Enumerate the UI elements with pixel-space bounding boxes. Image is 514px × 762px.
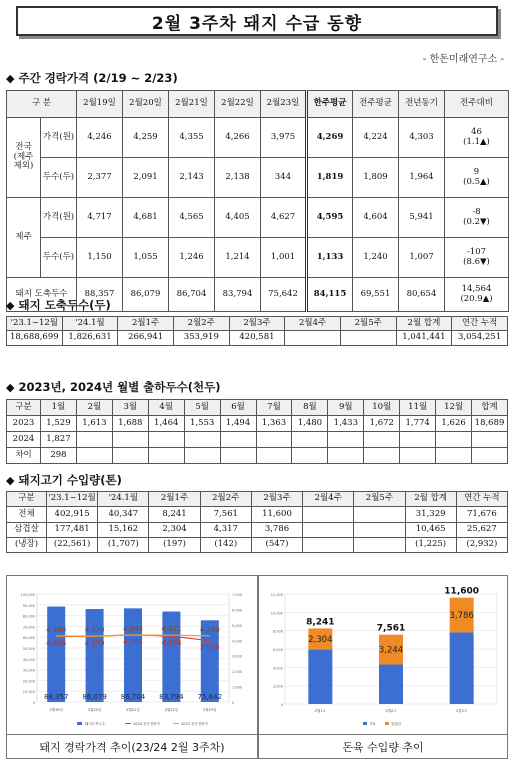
- column-header: 연간 누적: [456, 492, 507, 507]
- y-tick-label: 12,000: [270, 593, 283, 597]
- legend-label: 기타: [369, 722, 376, 726]
- cell: 4,565: [169, 198, 215, 238]
- cell: 4,717: [77, 198, 123, 238]
- cell: [292, 432, 328, 448]
- bar-segment: [450, 632, 474, 704]
- cell: [303, 507, 354, 523]
- y2-tick-label: 1,000: [232, 685, 243, 690]
- cell: 1,001: [261, 238, 307, 278]
- bar: [86, 609, 104, 702]
- cell: [148, 432, 184, 448]
- organization: - 한돈미래연구소 -: [422, 54, 504, 65]
- cell: [436, 448, 472, 464]
- import-chart-panel: [258, 575, 508, 759]
- cell: 1,827: [41, 432, 77, 448]
- column-header: 10월: [364, 400, 400, 416]
- cell: 83,794: [215, 278, 261, 312]
- cell: 1,240: [353, 238, 399, 278]
- down-triangle-icon: [480, 257, 487, 267]
- cell: 3,786: [251, 523, 302, 538]
- column-header: 9월: [328, 400, 364, 416]
- column-header: 2월: [76, 400, 112, 416]
- cell: 1,007: [399, 238, 445, 278]
- cell: 4,266: [215, 118, 261, 158]
- cell: [256, 432, 292, 448]
- cell: [285, 331, 341, 346]
- column-header: '24.1월: [98, 492, 149, 507]
- y-tick-label: 0: [32, 701, 35, 705]
- slaughter-table: [6, 316, 508, 346]
- cell: 11,600: [251, 507, 302, 523]
- x-tick-label: 2월3주: [456, 709, 468, 713]
- cell: [220, 432, 256, 448]
- section-title: 돼지고기 수입량(톤): [18, 473, 122, 487]
- cell: (22,561): [47, 538, 98, 553]
- line-data-label: 4,280: [46, 625, 67, 634]
- section-title: 주간 경락가격 (2/19 ~ 2/23): [18, 71, 178, 85]
- legend-swatch: [77, 722, 82, 725]
- cell: [364, 448, 400, 464]
- cell: 4,246: [77, 118, 123, 158]
- bar-data-label: 86,704: [120, 693, 146, 701]
- cell: 2024: [7, 432, 41, 448]
- group-jeju: 제주: [7, 198, 41, 278]
- cell: 69,551: [353, 278, 399, 312]
- cell: 삼겹살: [7, 523, 47, 538]
- cell: 84,115: [307, 278, 353, 312]
- legend-label: 2024 전국경락가: [133, 722, 160, 726]
- y-tick-label: 40,000: [22, 657, 35, 662]
- y-tick-label: 0: [280, 703, 283, 707]
- y-tick-label: 80,000: [22, 614, 35, 619]
- bar-data-label: 3,786: [449, 611, 474, 622]
- x-tick-label: 2월2주: [385, 709, 397, 713]
- cell: 1,433: [328, 416, 364, 432]
- cell: 1,964: [399, 158, 445, 198]
- cell: 4,317: [200, 523, 251, 538]
- cell: 1,626: [436, 416, 472, 432]
- cell: [328, 432, 364, 448]
- cell: 2,304: [149, 523, 200, 538]
- y2-tick-label: 4,000: [232, 639, 243, 644]
- row-label: 두수(두): [41, 238, 77, 278]
- header-compare: 전주대비: [445, 91, 509, 118]
- cell: 4,604: [353, 198, 399, 238]
- total-label: 8,241: [306, 617, 335, 628]
- cell: (냉장): [7, 538, 47, 553]
- cell: 266,941: [118, 331, 174, 346]
- cell: [400, 432, 436, 448]
- cell: 86,079: [123, 278, 169, 312]
- cell: [400, 448, 436, 464]
- cell: 10,465: [405, 523, 456, 538]
- total-label: 7,561: [376, 623, 406, 634]
- x-tick-label: 2월1주: [314, 709, 326, 713]
- header-week-avg: 한주평균: [307, 91, 353, 118]
- header-gubun: 구 분: [7, 91, 77, 118]
- cell: (1,707): [98, 538, 149, 553]
- cell: 75,642: [261, 278, 307, 312]
- cell: 1,150: [77, 238, 123, 278]
- bar-data-label: 88,357: [43, 693, 69, 701]
- cell: [472, 432, 508, 448]
- column-header: 11월: [400, 400, 436, 416]
- cell: 4,405: [215, 198, 261, 238]
- cell: 3,054,251: [452, 331, 508, 346]
- y-tick-label: 100,000: [20, 593, 35, 597]
- cell: 1,246: [169, 238, 215, 278]
- cell: (1,225): [405, 538, 456, 553]
- cell: 2,091: [123, 158, 169, 198]
- cell: 5,941: [399, 198, 445, 238]
- cell: (2,932): [456, 538, 507, 553]
- cell: [184, 448, 220, 464]
- cell: 1,688: [112, 416, 148, 432]
- header-date: 2월19일: [77, 91, 123, 118]
- legend-label: 2023 전국경락가: [181, 722, 208, 726]
- column-header: 1월: [41, 400, 77, 416]
- bar: [47, 607, 65, 702]
- section-monthly-shipment: [6, 379, 220, 395]
- legend-swatch: [363, 722, 367, 725]
- y-tick-label: 60,000: [22, 636, 35, 641]
- column-header: '23.1~12월: [47, 492, 98, 507]
- column-header: 2월5주: [354, 492, 405, 507]
- cell: 402,915: [47, 507, 98, 523]
- row-label-total: 돼지 도축두수: [7, 278, 77, 312]
- y-tick-label: 6,000: [272, 648, 283, 652]
- y-tick-label: 30,000: [22, 668, 35, 673]
- y-tick-label: 10,000: [270, 611, 283, 616]
- cell: 7,561: [200, 507, 251, 523]
- header-last-year: 전년동기: [399, 91, 445, 118]
- x-tick-label: 2월21일: [126, 708, 140, 712]
- section-import: [6, 472, 122, 488]
- column-header: 구분: [7, 492, 47, 507]
- cell: [472, 448, 508, 464]
- cell-compare: 9 (0.5 ▲ ): [445, 158, 509, 198]
- cell: 1,553: [184, 416, 220, 432]
- y2-tick-label: 3,000: [232, 654, 243, 659]
- column-header: 연간 누적: [452, 317, 508, 331]
- cell: 2,143: [169, 158, 215, 198]
- cell: 1,214: [215, 238, 261, 278]
- cell: 1,613: [76, 416, 112, 432]
- cell: (547): [251, 538, 302, 553]
- cell: [354, 538, 405, 553]
- monthly-shipment-table: [6, 399, 508, 464]
- cell: 18,689: [472, 416, 508, 432]
- column-header: 4월: [148, 400, 184, 416]
- x-tick-label: 2월19일: [49, 708, 63, 712]
- cell: 3,975: [261, 118, 307, 158]
- diamond-icon: ◆: [6, 71, 15, 85]
- cell: 1,133: [307, 238, 353, 278]
- cell: 1,363: [256, 416, 292, 432]
- column-header: 2월5주: [340, 317, 396, 331]
- cell: 4,224: [353, 118, 399, 158]
- y2-tick-label: 6,000: [232, 608, 243, 613]
- header-date: 2월23일: [261, 91, 307, 118]
- cell: 1,494: [220, 416, 256, 432]
- up-triangle-icon: [483, 294, 490, 304]
- column-header: 12월: [436, 400, 472, 416]
- cell: 71,676: [456, 507, 507, 523]
- cell: [354, 523, 405, 538]
- cell: 15,162: [98, 523, 149, 538]
- cell: 1,826,631: [62, 331, 118, 346]
- x-tick-label: 2월23일: [203, 708, 217, 712]
- column-header: 구분: [7, 400, 41, 416]
- cell: 4,259: [123, 118, 169, 158]
- cell: 298: [41, 448, 77, 464]
- column-header: 2월4주: [303, 492, 354, 507]
- title-text: 2월 3주차 돼지 수급 동향: [151, 13, 363, 34]
- import-chart: [259, 576, 507, 734]
- cell: 4,303: [399, 118, 445, 158]
- cell: 4,595: [307, 198, 353, 238]
- cell: (197): [149, 538, 200, 553]
- column-header: 5월: [184, 400, 220, 416]
- legend-label: 삼겹살: [391, 722, 402, 726]
- cell: 1,774: [400, 416, 436, 432]
- line-data-label: 3,975: [199, 643, 220, 652]
- y-tick-label: 4,000: [272, 666, 283, 671]
- cell: [256, 448, 292, 464]
- line-data-label: 4,355: [122, 637, 144, 646]
- column-header: 2월4주: [285, 317, 341, 331]
- diamond-icon: ◆: [6, 473, 15, 487]
- column-header: 2월3주: [251, 492, 302, 507]
- column-header: '23.1~12월: [7, 317, 63, 331]
- cell: 40,347: [98, 507, 149, 523]
- cell: [436, 432, 472, 448]
- column-header: 2월1주: [118, 317, 174, 331]
- cell: 1,672: [364, 416, 400, 432]
- cell: [76, 432, 112, 448]
- cell: [364, 432, 400, 448]
- total-label: 11,600: [444, 586, 480, 597]
- column-header: 2월 합계: [396, 317, 452, 331]
- cell: [340, 331, 396, 346]
- legend-swatch: [385, 722, 389, 725]
- cell-compare: 14,564 (20.9 ▲ ): [445, 278, 509, 312]
- bar-data-label: 3,244: [378, 645, 404, 656]
- price-chart-panel: [6, 575, 258, 759]
- up-triangle-icon: [480, 137, 487, 147]
- down-triangle-icon: [480, 217, 487, 227]
- weekly-price-table: [6, 90, 509, 312]
- cell: [328, 448, 364, 464]
- chart-caption: 돈육 수입량 추이: [259, 734, 507, 758]
- column-header: 2월1주: [149, 492, 200, 507]
- column-header: 합계: [472, 400, 508, 416]
- row-label: 두수(두): [41, 158, 77, 198]
- x-tick-label: 2월22일: [164, 708, 179, 712]
- line-data-label: 4,259: [84, 639, 105, 648]
- column-header: 2월3주: [229, 317, 285, 331]
- cell: 80,654: [399, 278, 445, 312]
- chart-caption: 돼지 경락가격 추이(23/24 2월 3주차): [7, 734, 257, 758]
- cell: 1,819: [307, 158, 353, 198]
- cell: 2,377: [77, 158, 123, 198]
- cell: 25,627: [456, 523, 507, 538]
- line-data-label: 4,290: [199, 625, 220, 634]
- column-header: 3월: [112, 400, 148, 416]
- cell: 420,581: [229, 331, 285, 346]
- cell: 4,355: [169, 118, 215, 158]
- header-date: 2월20일: [123, 91, 169, 118]
- line-data-label: 4,246: [46, 639, 67, 648]
- row-label: 가격(원): [41, 118, 77, 158]
- y-tick-label: 90,000: [22, 603, 35, 608]
- cell: [220, 448, 256, 464]
- bar: [124, 608, 142, 702]
- cell: [303, 523, 354, 538]
- x-tick-label: 2월20일: [87, 708, 102, 712]
- column-header: 2월2주: [173, 317, 229, 331]
- cell-compare: -8 (0.2 ▼ ): [445, 198, 509, 238]
- bar-data-label: 83,794: [159, 693, 184, 701]
- header-prev-week: 전주평균: [353, 91, 399, 118]
- cell: 전체: [7, 507, 47, 523]
- y-tick-label: 10,000: [22, 690, 35, 695]
- cell: 1,529: [41, 416, 77, 432]
- cell: 2,138: [215, 158, 261, 198]
- up-triangle-icon: [480, 177, 487, 187]
- y-tick-label: 70,000: [22, 625, 35, 630]
- cell: (142): [200, 538, 251, 553]
- y2-tick-label: 0: [232, 701, 235, 705]
- cell: [303, 538, 354, 553]
- header-date: 2월22일: [215, 91, 261, 118]
- bar-data-label: 2,304: [308, 635, 333, 646]
- section-weekly-price: [6, 70, 178, 86]
- cell: [184, 432, 220, 448]
- group-national: 전국 (제주 제외): [7, 118, 41, 198]
- y2-tick-label: 2,000: [232, 670, 243, 675]
- y-tick-label: 20,000: [22, 679, 35, 684]
- cell: [148, 448, 184, 464]
- import-table: [6, 491, 508, 553]
- bar-data-label: 75,642: [197, 693, 223, 701]
- column-header: 2월 합계: [405, 492, 456, 507]
- cell: 1,480: [292, 416, 328, 432]
- column-header: 2월2주: [200, 492, 251, 507]
- y-tick-label: 8,000: [272, 629, 283, 634]
- cell: 1,041,441: [396, 331, 452, 346]
- y-tick-label: 50,000: [22, 647, 35, 651]
- legend-label: 돼지도축두수: [85, 722, 106, 726]
- line-data-label: 4,331: [161, 625, 182, 634]
- cell: 1,055: [123, 238, 169, 278]
- cell: 18,688,699: [7, 331, 63, 346]
- y2-tick-label: 7,000: [232, 593, 243, 597]
- cell: 1,464: [148, 416, 184, 432]
- y2-tick-label: 5,000: [232, 623, 243, 628]
- cell: 4,627: [261, 198, 307, 238]
- header-date: 2월21일: [169, 91, 215, 118]
- column-header: '24.1월: [62, 317, 118, 331]
- bar-data-label: 86,079: [82, 693, 107, 701]
- cell: 8,241: [149, 507, 200, 523]
- cell: 4,269: [307, 118, 353, 158]
- cell: 1,809: [353, 158, 399, 198]
- cell-compare: -107 (8.6 ▼ ): [445, 238, 509, 278]
- diamond-icon: ◆: [6, 380, 15, 394]
- cell: 86,704: [169, 278, 215, 312]
- section-title: 돼지 도축두수(두): [18, 298, 111, 312]
- cell: 353,919: [173, 331, 229, 346]
- cell: [76, 448, 112, 464]
- cell: [354, 507, 405, 523]
- cell: [292, 448, 328, 464]
- bar-segment: [379, 664, 403, 704]
- cell: [112, 432, 148, 448]
- price-chart: [7, 576, 257, 734]
- cell: 177,481: [47, 523, 98, 538]
- cell: 4,681: [123, 198, 169, 238]
- y-tick-label: 2,000: [272, 684, 283, 689]
- line-data-label: 4,270: [84, 626, 105, 635]
- cell: [112, 448, 148, 464]
- diamond-icon: ◆: [6, 298, 15, 312]
- line-data-label: 4,343: [122, 624, 144, 633]
- cell: 차이: [7, 448, 41, 464]
- column-header: 6월: [220, 400, 256, 416]
- column-header: 7월: [256, 400, 292, 416]
- section-slaughter: [6, 297, 111, 313]
- cell: 2023: [7, 416, 41, 432]
- row-label: 가격(원): [41, 198, 77, 238]
- column-header: 8월: [292, 400, 328, 416]
- cell: 88,357: [77, 278, 123, 312]
- bar-segment: [308, 650, 332, 704]
- cell: 31,329: [405, 507, 456, 523]
- cell-compare: 46 (1.1 ▲ ): [445, 118, 509, 158]
- line-data-label: 4,266: [161, 639, 182, 648]
- page-title: [16, 6, 498, 36]
- cell: 344: [261, 158, 307, 198]
- section-title: 2023년, 2024년 월별 출하두수(천두): [18, 380, 221, 394]
